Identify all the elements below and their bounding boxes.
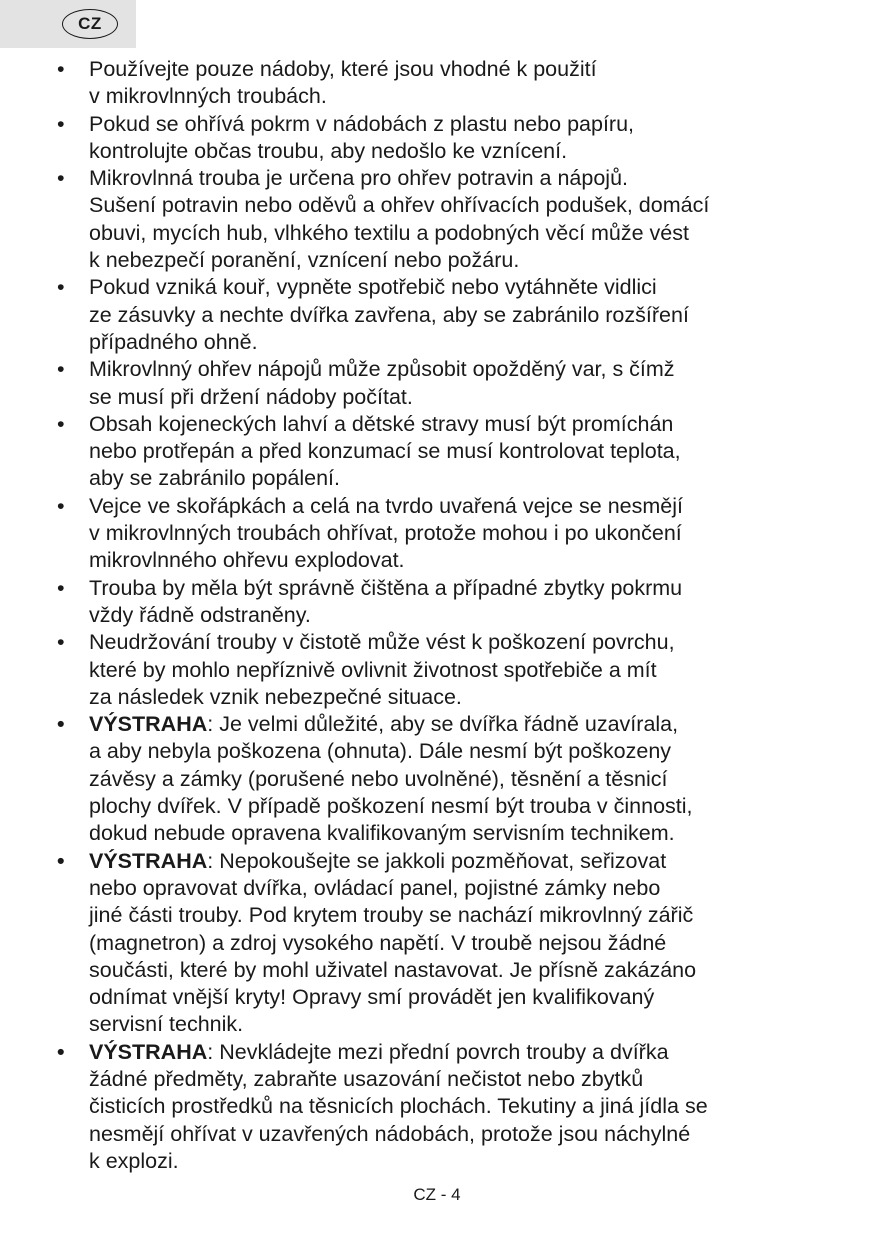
item-text-line: ze zásuvky a nechte dvířka zavřena, aby se zabránilo rozšíření <box>89 302 689 327</box>
list-item <box>57 56 827 111</box>
language-badge: CZ <box>62 9 118 39</box>
list-item <box>57 165 827 274</box>
list-item <box>57 274 827 356</box>
warning-label: VÝSTRAHA <box>89 848 208 873</box>
item-text-line <box>89 1039 827 1066</box>
item-text-line: žádné předměty, zabraňte usazování nečistot nebo zbytků <box>89 1066 644 1091</box>
bullet-icon: • <box>57 630 65 655</box>
item-text-line: a aby nebyla poškozena (ohnuta). Dále nesmí být poškozeny <box>89 739 672 764</box>
item-text-line: nesmějí ohřívat v uzavřených nádobách, protože jsou náchylné <box>89 1121 691 1146</box>
item-text-line: odnímat vnější kryty! Opravy smí provádět jen kvalifikovaný <box>89 985 655 1010</box>
item-text-line: za následek vznik nebezpečné situace. <box>89 684 462 709</box>
warning-text: : Nepokoušejte se jakkoli pozměňovat, seřizovat <box>207 848 667 873</box>
item-text-line: v mikrovlnných troubách. <box>89 84 327 109</box>
item-text-line: jiné části trouby. Pod krytem trouby se nachází mikrovlnný zářič <box>89 903 694 928</box>
item-text-line <box>89 848 827 875</box>
item-text-line: součásti, které by mohl uživatel nastavovat. Je přísně zakázáno <box>89 957 697 982</box>
item-text-line: Sušení potravin nebo oděvů a ohřev ohřívacích podušek, domácí <box>89 193 710 218</box>
item-text-line: kontrolujte občas troubu, aby nedošlo ke vznícení. <box>89 138 568 163</box>
bullet-icon: • <box>57 1039 65 1064</box>
list-item <box>57 629 827 711</box>
item-text-line: Používejte pouze nádoby, které jsou vhodné k použití <box>89 57 597 81</box>
warning-label: VÝSTRAHA <box>89 712 208 737</box>
item-text-line: servisní technik. <box>89 1012 244 1037</box>
warning-label: VÝSTRAHA <box>89 1039 208 1064</box>
page-number: CZ - 4 <box>413 1185 461 1204</box>
item-text-line: mikrovlnného ohřevu explodovat. <box>89 548 405 573</box>
item-text-line: Mikrovlnná trouba je určena pro ohřev potravin a nápojů. <box>89 166 629 191</box>
warning-item <box>57 848 827 1039</box>
bullet-icon: • <box>57 575 65 600</box>
language-tab <box>0 0 136 48</box>
item-text-line: se musí při držení nádoby počítat. <box>89 384 413 409</box>
safety-instructions-list <box>57 56 827 1175</box>
list-item <box>57 356 827 411</box>
warning-item <box>57 711 827 847</box>
item-text-line: dokud nebude opravena kvalifikovaným servisním technikem. <box>89 821 675 846</box>
list-item <box>57 111 827 166</box>
bullet-icon: • <box>57 166 65 191</box>
item-text-line: vždy řádně odstraněny. <box>89 602 311 627</box>
item-text-line: nebo opravovat dvířka, ovládací panel, pojistné zámky nebo <box>89 875 661 900</box>
item-text-line: Obsah kojeneckých lahví a dětské stravy musí být promíchán <box>89 411 674 436</box>
item-text-line: závěsy a zámky (porušené nebo uvolněné), těsnění a těsnicí <box>89 766 668 791</box>
item-text-line: které by mohlo nepříznivě ovlivnit životnost spotřebiče a mít <box>89 657 657 682</box>
warning-text: : Je velmi důležité, aby se dvířka řádně uzavírala, <box>207 712 679 737</box>
list-item <box>57 411 827 493</box>
item-text-line: plochy dvířek. V případě poškození nesmí být trouba v činnosti, <box>89 794 693 819</box>
item-text-line: k nebezpečí poranění, vznícení nebo požáru. <box>89 248 520 273</box>
item-text-line: Neudržování trouby v čistotě může vést k poškození povrchu, <box>89 630 675 655</box>
list-item <box>57 575 827 630</box>
item-text-line: (magnetron) a zdroj vysokého napětí. V troubě nejsou žádné <box>89 930 667 955</box>
item-text-line: obuvi, mycích hub, vlhkého textilu a podobných věcí může vést <box>89 220 689 245</box>
bullet-icon: • <box>57 493 65 518</box>
bullet-icon: • <box>57 111 65 136</box>
warning-item <box>57 1039 827 1175</box>
item-text-line <box>89 711 827 738</box>
item-text-line: Mikrovlnný ohřev nápojů může způsobit opožděný var, s čímž <box>89 357 675 382</box>
item-text-line: případného ohně. <box>89 329 258 354</box>
bullet-icon: • <box>57 848 65 873</box>
item-text-line: Vejce ve skořápkách a celá na tvrdo uvařená vejce se nesmějí <box>89 493 683 518</box>
item-text-line: Pokud vzniká kouř, vypněte spotřebič nebo vytáhněte vidlici <box>89 275 657 300</box>
bullet-icon: • <box>57 275 65 300</box>
item-text-line: v mikrovlnných troubách ohřívat, protože mohou i po ukončení <box>89 521 682 546</box>
item-text-line: Trouba by měla být správně čištěna a případné zbytky pokrmu <box>89 575 683 600</box>
item-text-line: nebo protřepán a před konzumací se musí kontrolovat teplota, <box>89 439 681 464</box>
item-text-line: čisticích prostředků na těsnicích plochách. Tekutiny a jiná jídla se <box>89 1094 708 1119</box>
item-text-line: Pokud se ohřívá pokrm v nádobách z plastu nebo papíru, <box>89 111 635 136</box>
bullet-icon: • <box>57 411 65 436</box>
list-item <box>57 493 827 575</box>
bullet-icon: • <box>57 57 65 81</box>
bullet-icon: • <box>57 712 65 737</box>
item-text-line: aby se zabránilo popálení. <box>89 466 341 491</box>
item-text-line: k explozi. <box>89 1148 179 1173</box>
bullet-icon: • <box>57 357 65 382</box>
warning-text: : Nevkládejte mezi přední povrch trouby a dvířka <box>207 1039 669 1064</box>
